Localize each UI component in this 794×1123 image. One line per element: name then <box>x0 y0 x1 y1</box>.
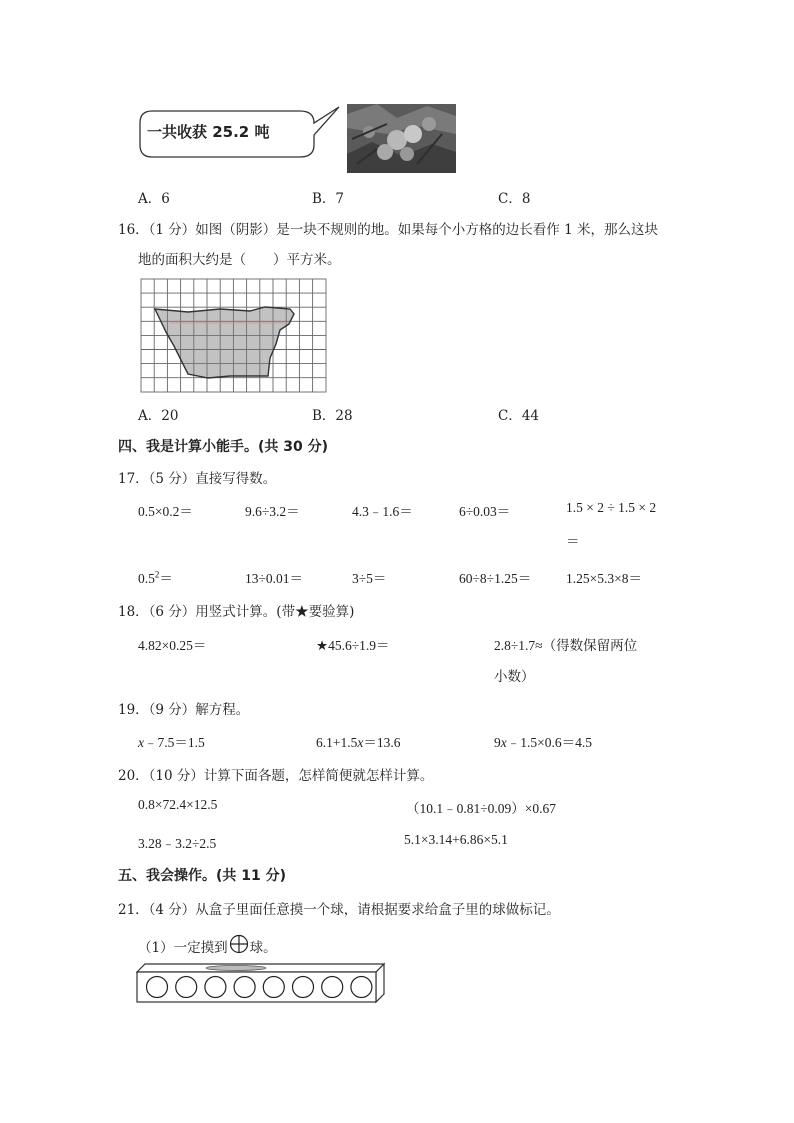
ball[interactable] <box>234 977 255 998</box>
equation-3: 9x﹣1.5×0.6＝4.5 <box>494 735 592 750</box>
ball[interactable] <box>293 977 314 998</box>
calc-item-continuation: ＝ <box>566 534 580 549</box>
simplify-item: 3.28﹣3.2÷2.5 <box>138 836 217 851</box>
ball[interactable] <box>351 977 372 998</box>
ball-box <box>136 962 386 1004</box>
vertical-calc-item: 2.8÷1.7≈（得数保留两位 <box>494 638 638 653</box>
calc-item: 4.3﹣1.6＝ <box>352 504 413 519</box>
question-16-stem-line1: 16．（1 分）如图（阴影）是一块不规则的地。如果每个小方格的边长看作 1 米，那么这块 <box>118 222 658 238</box>
section-5-title: 五、我会操作。(共 11 分) <box>118 868 287 884</box>
question-20-stem: 20．（10 分）计算下面各题，怎样简便就怎样计算。 <box>118 768 434 784</box>
orange-tree-photo <box>347 104 456 173</box>
vertical-calc-item: ★45.6÷1.9＝ <box>316 638 390 653</box>
ball[interactable] <box>263 977 284 998</box>
ball[interactable] <box>147 977 168 998</box>
question-18-stem: 18．（6 分）用竖式计算。(带★要验算) <box>118 604 355 620</box>
vertical-calc-item-continuation: 小数） <box>494 669 535 684</box>
question-21-stem: 21．（4 分）从盒子里面任意摸一个球，请根据要求给盒子里的球做标记。 <box>118 902 560 918</box>
ball[interactable] <box>176 977 197 998</box>
question-17-stem: 17．（5 分）直接写得数。 <box>118 471 277 487</box>
equation-2: 6.1+1.5x＝13.6 <box>316 735 401 750</box>
simplify-item: 0.8×72.4×12.5 <box>138 797 218 812</box>
simplify-item: （10.1﹣0.81÷0.09）×0.67 <box>406 801 557 816</box>
crossed-ball-icon <box>229 934 249 954</box>
calc-item: 13÷0.01＝ <box>245 571 304 586</box>
simplify-item: 5.1×3.14+6.86×5.1 <box>404 832 508 847</box>
ball[interactable] <box>205 977 226 998</box>
equation-1: x﹣7.5＝1.5 <box>138 735 205 750</box>
calc-item-power: $0.5^2=$ <box>138 569 173 586</box>
option-a: A．6 <box>138 191 170 207</box>
question-19-stem: 19．（9 分）解方程。 <box>118 702 250 718</box>
grid-figure <box>140 278 327 393</box>
vertical-calc-item: 4.82×0.25＝ <box>138 638 207 653</box>
calc-item: 9.6÷3.2＝ <box>245 504 300 519</box>
question-16-stem-line2: 地的面积大约是（ ）平方米。 <box>138 252 341 268</box>
box-opening <box>206 966 266 971</box>
calc-item: 1.5 × 2 ÷ 1.5 × 2 <box>566 500 657 515</box>
calc-item: 60÷8÷1.25＝ <box>459 571 532 586</box>
bubble-text: 一共收获 25.2 吨 <box>147 123 270 141</box>
option-a: A．20 <box>138 408 179 424</box>
option-b: B．28 <box>312 408 353 424</box>
calc-item: 1.25×5.3×8＝ <box>566 571 642 586</box>
section-4-title: 四、我是计算小能手。(共 30 分) <box>118 439 329 455</box>
ball[interactable] <box>322 977 343 998</box>
calc-item: 3÷5＝ <box>352 571 387 586</box>
option-b: B．7 <box>312 191 345 207</box>
calc-item: 6÷0.03＝ <box>459 504 511 519</box>
sub-question-1: （1）一定摸到 球。 <box>138 934 277 956</box>
option-c: C．44 <box>498 408 540 424</box>
calc-item: 0.5×0.2＝ <box>138 504 193 519</box>
option-c: C．8 <box>498 191 531 207</box>
